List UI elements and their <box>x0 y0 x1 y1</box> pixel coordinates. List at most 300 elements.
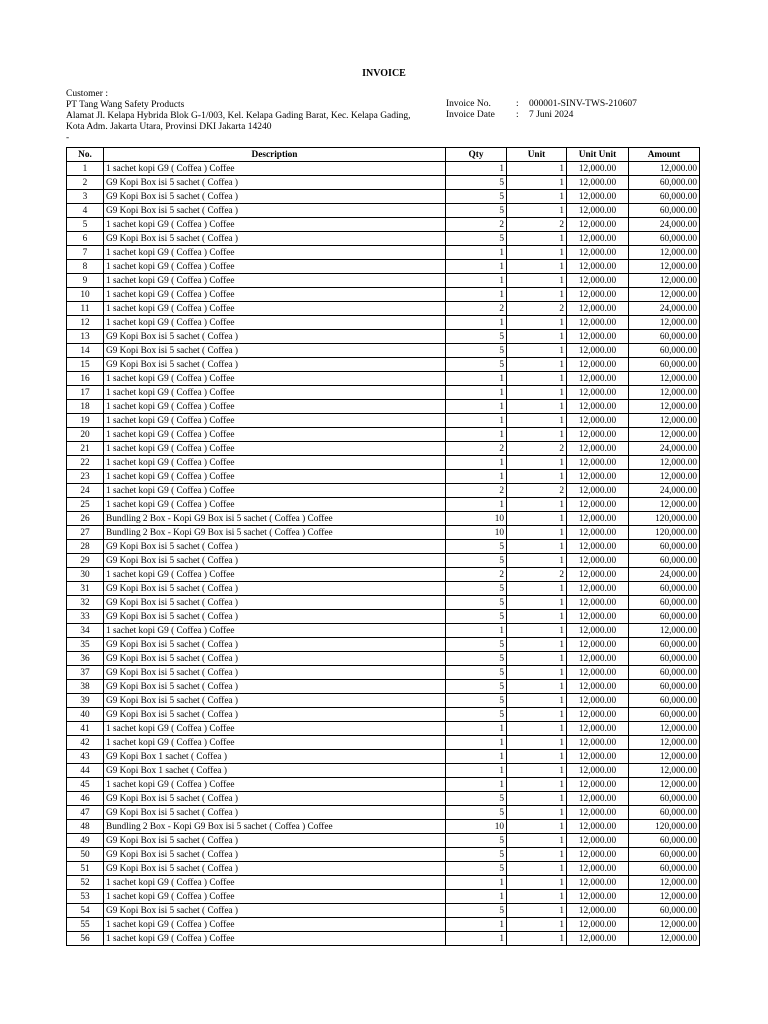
cell-qty: 1 <box>446 736 507 750</box>
invoice-items-table <box>66 147 700 946</box>
cell-unit: 1 <box>507 498 567 512</box>
table-row <box>67 176 700 190</box>
cell-amount: 12,000.00 <box>629 778 700 792</box>
cell-no: 36 <box>67 652 104 666</box>
cell-no: 46 <box>67 792 104 806</box>
table-row <box>67 890 700 904</box>
cell-unit: 1 <box>507 428 567 442</box>
cell-no: 7 <box>67 246 104 260</box>
cell-qty: 5 <box>446 792 507 806</box>
cell-unit-price: 12,000.00 <box>567 316 629 330</box>
cell-unit-price: 12,000.00 <box>567 736 629 750</box>
cell-no: 3 <box>67 190 104 204</box>
cell-qty: 1 <box>446 260 507 274</box>
cell-description: 1 sachet kopi G9 ( Coffea ) Coffee <box>104 288 446 302</box>
cell-amount: 12,000.00 <box>629 918 700 932</box>
table-row <box>67 624 700 638</box>
cell-unit-price: 12,000.00 <box>567 638 629 652</box>
cell-no: 44 <box>67 764 104 778</box>
invoice-no-row <box>446 99 637 110</box>
cell-amount: 60,000.00 <box>629 344 700 358</box>
table-row <box>67 470 700 484</box>
cell-description: G9 Kopi Box isi 5 sachet ( Coffea ) <box>104 540 446 554</box>
table-row <box>67 442 700 456</box>
column-header-qty: Qty <box>446 148 507 162</box>
cell-unit-price: 12,000.00 <box>567 540 629 554</box>
cell-description: G9 Kopi Box isi 5 sachet ( Coffea ) <box>104 344 446 358</box>
cell-unit: 1 <box>507 932 567 946</box>
cell-amount: 12,000.00 <box>629 764 700 778</box>
cell-unit: 1 <box>507 344 567 358</box>
cell-unit-price: 12,000.00 <box>567 862 629 876</box>
cell-unit-price: 12,000.00 <box>567 890 629 904</box>
cell-description: G9 Kopi Box isi 5 sachet ( Coffea ) <box>104 806 446 820</box>
cell-unit-price: 12,000.00 <box>567 526 629 540</box>
cell-unit: 1 <box>507 806 567 820</box>
cell-amount: 60,000.00 <box>629 708 700 722</box>
cell-description: Bundling 2 Box - Kopi G9 Box isi 5 sachet ( Coffea ) Coffee <box>104 512 446 526</box>
cell-unit-price: 12,000.00 <box>567 442 629 456</box>
cell-no: 47 <box>67 806 104 820</box>
cell-no: 8 <box>67 260 104 274</box>
cell-qty: 1 <box>446 246 507 260</box>
cell-unit: 1 <box>507 232 567 246</box>
table-row <box>67 806 700 820</box>
cell-qty: 1 <box>446 470 507 484</box>
cell-unit-price: 12,000.00 <box>567 834 629 848</box>
cell-description: 1 sachet kopi G9 ( Coffea ) Coffee <box>104 428 446 442</box>
cell-unit-price: 12,000.00 <box>567 708 629 722</box>
cell-qty: 1 <box>446 876 507 890</box>
cell-description: 1 sachet kopi G9 ( Coffea ) Coffee <box>104 260 446 274</box>
cell-unit: 1 <box>507 750 567 764</box>
table-row <box>67 638 700 652</box>
cell-amount: 60,000.00 <box>629 652 700 666</box>
cell-no: 56 <box>67 932 104 946</box>
cell-amount: 60,000.00 <box>629 834 700 848</box>
cell-description: 1 sachet kopi G9 ( Coffea ) Coffee <box>104 876 446 890</box>
cell-unit-price: 12,000.00 <box>567 400 629 414</box>
cell-amount: 60,000.00 <box>629 330 700 344</box>
cell-no: 18 <box>67 400 104 414</box>
cell-unit-price: 12,000.00 <box>567 344 629 358</box>
cell-unit: 2 <box>507 568 567 582</box>
cell-no: 12 <box>67 316 104 330</box>
table-row <box>67 218 700 232</box>
cell-unit: 1 <box>507 526 567 540</box>
cell-qty: 2 <box>446 568 507 582</box>
invoice-title: INVOICE <box>362 68 406 79</box>
cell-description: 1 sachet kopi G9 ( Coffea ) Coffee <box>104 624 446 638</box>
cell-no: 51 <box>67 862 104 876</box>
cell-no: 4 <box>67 204 104 218</box>
cell-description: G9 Kopi Box isi 5 sachet ( Coffea ) <box>104 848 446 862</box>
cell-qty: 1 <box>446 932 507 946</box>
cell-unit: 1 <box>507 610 567 624</box>
cell-unit: 1 <box>507 246 567 260</box>
cell-no: 38 <box>67 680 104 694</box>
table-row <box>67 232 700 246</box>
table-row <box>67 330 700 344</box>
table-row <box>67 344 700 358</box>
cell-unit-price: 12,000.00 <box>567 162 629 176</box>
cell-no: 10 <box>67 288 104 302</box>
table-body <box>67 162 700 946</box>
cell-no: 21 <box>67 442 104 456</box>
cell-unit: 1 <box>507 638 567 652</box>
table-row <box>67 680 700 694</box>
column-header-no: No. <box>67 148 104 162</box>
table-header-row <box>67 148 700 162</box>
cell-qty: 5 <box>446 638 507 652</box>
cell-no: 30 <box>67 568 104 582</box>
cell-qty: 5 <box>446 176 507 190</box>
cell-qty: 1 <box>446 162 507 176</box>
cell-no: 49 <box>67 834 104 848</box>
cell-description: 1 sachet kopi G9 ( Coffea ) Coffee <box>104 568 446 582</box>
cell-qty: 1 <box>446 386 507 400</box>
cell-unit-price: 12,000.00 <box>567 512 629 526</box>
table-row <box>67 736 700 750</box>
cell-no: 24 <box>67 484 104 498</box>
cell-description: G9 Kopi Box isi 5 sachet ( Coffea ) <box>104 596 446 610</box>
cell-unit: 1 <box>507 470 567 484</box>
cell-amount: 12,000.00 <box>629 890 700 904</box>
cell-unit: 1 <box>507 848 567 862</box>
cell-description: Bundling 2 Box - Kopi G9 Box isi 5 sachet ( Coffea ) Coffee <box>104 526 446 540</box>
cell-description: G9 Kopi Box 1 sachet ( Coffea ) <box>104 764 446 778</box>
table-row <box>67 428 700 442</box>
cell-no: 35 <box>67 638 104 652</box>
cell-unit-price: 12,000.00 <box>567 722 629 736</box>
cell-amount: 12,000.00 <box>629 274 700 288</box>
cell-unit-price: 12,000.00 <box>567 302 629 316</box>
cell-description: G9 Kopi Box isi 5 sachet ( Coffea ) <box>104 176 446 190</box>
cell-unit: 2 <box>507 484 567 498</box>
cell-qty: 1 <box>446 456 507 470</box>
cell-amount: 12,000.00 <box>629 260 700 274</box>
table-row <box>67 764 700 778</box>
cell-unit-price: 12,000.00 <box>567 848 629 862</box>
cell-unit: 1 <box>507 330 567 344</box>
cell-description: 1 sachet kopi G9 ( Coffea ) Coffee <box>104 302 446 316</box>
cell-amount: 60,000.00 <box>629 792 700 806</box>
cell-unit: 1 <box>507 652 567 666</box>
cell-amount: 24,000.00 <box>629 568 700 582</box>
cell-amount: 60,000.00 <box>629 582 700 596</box>
table-row <box>67 302 700 316</box>
cell-description: 1 sachet kopi G9 ( Coffea ) Coffee <box>104 932 446 946</box>
cell-unit: 1 <box>507 778 567 792</box>
cell-description: G9 Kopi Box isi 5 sachet ( Coffea ) <box>104 862 446 876</box>
cell-amount: 12,000.00 <box>629 246 700 260</box>
table-row <box>67 904 700 918</box>
cell-no: 39 <box>67 694 104 708</box>
cell-qty: 1 <box>446 414 507 428</box>
cell-description: 1 sachet kopi G9 ( Coffea ) Coffee <box>104 442 446 456</box>
cell-no: 28 <box>67 540 104 554</box>
table-row <box>67 820 700 834</box>
cell-unit: 1 <box>507 386 567 400</box>
cell-unit: 1 <box>507 288 567 302</box>
table-row <box>67 708 700 722</box>
cell-unit-price: 12,000.00 <box>567 764 629 778</box>
cell-no: 17 <box>67 386 104 400</box>
cell-unit-price: 12,000.00 <box>567 666 629 680</box>
cell-unit: 1 <box>507 890 567 904</box>
cell-amount: 60,000.00 <box>629 540 700 554</box>
cell-no: 11 <box>67 302 104 316</box>
cell-amount: 60,000.00 <box>629 862 700 876</box>
cell-unit: 2 <box>507 302 567 316</box>
cell-description: G9 Kopi Box isi 5 sachet ( Coffea ) <box>104 904 446 918</box>
table-row <box>67 204 700 218</box>
cell-description: G9 Kopi Box 1 sachet ( Coffea ) <box>104 750 446 764</box>
cell-qty: 1 <box>446 890 507 904</box>
cell-unit: 1 <box>507 792 567 806</box>
cell-unit-price: 12,000.00 <box>567 554 629 568</box>
table-row <box>67 848 700 862</box>
cell-unit-price: 12,000.00 <box>567 610 629 624</box>
invoice-date-label: Invoice Date <box>446 110 495 120</box>
cell-no: 19 <box>67 414 104 428</box>
cell-description: 1 sachet kopi G9 ( Coffea ) Coffee <box>104 162 446 176</box>
table-row <box>67 190 700 204</box>
cell-amount: 24,000.00 <box>629 218 700 232</box>
cell-description: 1 sachet kopi G9 ( Coffea ) Coffee <box>104 778 446 792</box>
cell-unit: 1 <box>507 834 567 848</box>
cell-unit-price: 12,000.00 <box>567 358 629 372</box>
cell-unit: 1 <box>507 414 567 428</box>
cell-qty: 5 <box>446 358 507 372</box>
cell-unit: 1 <box>507 904 567 918</box>
cell-amount: 12,000.00 <box>629 876 700 890</box>
cell-description: 1 sachet kopi G9 ( Coffea ) Coffee <box>104 218 446 232</box>
cell-description: 1 sachet kopi G9 ( Coffea ) Coffee <box>104 722 446 736</box>
cell-no: 9 <box>67 274 104 288</box>
cell-no: 29 <box>67 554 104 568</box>
column-header-unit: Unit <box>507 148 567 162</box>
cell-qty: 5 <box>446 904 507 918</box>
invoice-no-separator: : <box>516 99 519 109</box>
cell-description: 1 sachet kopi G9 ( Coffea ) Coffee <box>104 456 446 470</box>
cell-no: 48 <box>67 820 104 834</box>
cell-description: 1 sachet kopi G9 ( Coffea ) Coffee <box>104 372 446 386</box>
cell-amount: 60,000.00 <box>629 694 700 708</box>
table-row <box>67 274 700 288</box>
table-row <box>67 932 700 946</box>
cell-unit-price: 12,000.00 <box>567 932 629 946</box>
cell-unit-price: 12,000.00 <box>567 876 629 890</box>
cell-qty: 5 <box>446 610 507 624</box>
cell-no: 20 <box>67 428 104 442</box>
cell-no: 40 <box>67 708 104 722</box>
table-row <box>67 358 700 372</box>
cell-description: G9 Kopi Box isi 5 sachet ( Coffea ) <box>104 792 446 806</box>
cell-unit-price: 12,000.00 <box>567 498 629 512</box>
cell-description: 1 sachet kopi G9 ( Coffea ) Coffee <box>104 274 446 288</box>
cell-unit-price: 12,000.00 <box>567 218 629 232</box>
cell-qty: 2 <box>446 302 507 316</box>
table-row <box>67 582 700 596</box>
cell-amount: 12,000.00 <box>629 288 700 302</box>
cell-qty: 5 <box>446 806 507 820</box>
column-header-amount: Amount <box>629 148 700 162</box>
cell-qty: 5 <box>446 540 507 554</box>
cell-qty: 1 <box>446 750 507 764</box>
cell-no: 26 <box>67 512 104 526</box>
cell-qty: 1 <box>446 316 507 330</box>
invoice-no-label: Invoice No. <box>446 99 491 109</box>
cell-unit: 1 <box>507 680 567 694</box>
invoice-date-row <box>446 110 637 121</box>
cell-description: G9 Kopi Box isi 5 sachet ( Coffea ) <box>104 652 446 666</box>
cell-unit-price: 12,000.00 <box>567 288 629 302</box>
cell-unit: 1 <box>507 512 567 526</box>
cell-unit: 1 <box>507 876 567 890</box>
cell-unit-price: 12,000.00 <box>567 470 629 484</box>
table-row <box>67 778 700 792</box>
table-row <box>67 386 700 400</box>
cell-description: G9 Kopi Box isi 5 sachet ( Coffea ) <box>104 694 446 708</box>
cell-description: 1 sachet kopi G9 ( Coffea ) Coffee <box>104 400 446 414</box>
cell-unit: 1 <box>507 694 567 708</box>
cell-unit: 2 <box>507 218 567 232</box>
cell-unit-price: 12,000.00 <box>567 680 629 694</box>
cell-no: 6 <box>67 232 104 246</box>
cell-qty: 2 <box>446 442 507 456</box>
cell-amount: 60,000.00 <box>629 204 700 218</box>
table-row <box>67 288 700 302</box>
cell-unit: 1 <box>507 540 567 554</box>
cell-description: G9 Kopi Box isi 5 sachet ( Coffea ) <box>104 232 446 246</box>
cell-unit-price: 12,000.00 <box>567 778 629 792</box>
cell-amount: 12,000.00 <box>629 400 700 414</box>
cell-description: Bundling 2 Box - Kopi G9 Box isi 5 sachet ( Coffea ) Coffee <box>104 820 446 834</box>
cell-unit: 1 <box>507 666 567 680</box>
cell-no: 25 <box>67 498 104 512</box>
cell-unit-price: 12,000.00 <box>567 904 629 918</box>
table-row <box>67 596 700 610</box>
cell-qty: 10 <box>446 526 507 540</box>
table-row <box>67 750 700 764</box>
cell-unit: 1 <box>507 596 567 610</box>
column-header-description: Description <box>104 148 446 162</box>
cell-unit: 1 <box>507 764 567 778</box>
cell-unit-price: 12,000.00 <box>567 260 629 274</box>
cell-amount: 12,000.00 <box>629 162 700 176</box>
cell-unit: 1 <box>507 456 567 470</box>
cell-unit: 1 <box>507 582 567 596</box>
cell-amount: 60,000.00 <box>629 638 700 652</box>
cell-qty: 5 <box>446 204 507 218</box>
cell-unit: 1 <box>507 554 567 568</box>
cell-unit-price: 12,000.00 <box>567 204 629 218</box>
table-row <box>67 414 700 428</box>
cell-unit-price: 12,000.00 <box>567 372 629 386</box>
cell-no: 41 <box>67 722 104 736</box>
cell-qty: 5 <box>446 694 507 708</box>
table-row <box>67 246 700 260</box>
cell-description: G9 Kopi Box isi 5 sachet ( Coffea ) <box>104 330 446 344</box>
cell-qty: 1 <box>446 918 507 932</box>
cell-amount: 12,000.00 <box>629 372 700 386</box>
cell-description: G9 Kopi Box isi 5 sachet ( Coffea ) <box>104 190 446 204</box>
cell-qty: 5 <box>446 680 507 694</box>
table-row <box>67 484 700 498</box>
table-row <box>67 694 700 708</box>
column-header-unit-price: Unit Unit <box>567 148 629 162</box>
cell-qty: 10 <box>446 820 507 834</box>
cell-amount: 12,000.00 <box>629 736 700 750</box>
invoice-no-value: 000001-SINV-TWS-210607 <box>529 99 637 109</box>
cell-qty: 2 <box>446 484 507 498</box>
cell-qty: 5 <box>446 862 507 876</box>
cell-qty: 1 <box>446 288 507 302</box>
cell-unit-price: 12,000.00 <box>567 792 629 806</box>
cell-description: 1 sachet kopi G9 ( Coffea ) Coffee <box>104 736 446 750</box>
cell-amount: 12,000.00 <box>629 750 700 764</box>
cell-no: 22 <box>67 456 104 470</box>
table-row <box>67 666 700 680</box>
customer-label: Customer : <box>66 89 108 99</box>
cell-no: 34 <box>67 624 104 638</box>
cell-qty: 5 <box>446 652 507 666</box>
cell-qty: 2 <box>446 218 507 232</box>
cell-description: G9 Kopi Box isi 5 sachet ( Coffea ) <box>104 708 446 722</box>
cell-unit-price: 12,000.00 <box>567 386 629 400</box>
cell-no: 55 <box>67 918 104 932</box>
cell-amount: 60,000.00 <box>629 554 700 568</box>
customer-address-line-2: Kota Adm. Jakarta Utara, Provinsi DKI Jakarta 14240 <box>66 122 272 132</box>
cell-amount: 24,000.00 <box>629 484 700 498</box>
cell-no: 37 <box>67 666 104 680</box>
invoice-date-value: 7 Juni 2024 <box>529 110 574 120</box>
cell-unit-price: 12,000.00 <box>567 456 629 470</box>
cell-no: 54 <box>67 904 104 918</box>
cell-amount: 120,000.00 <box>629 512 700 526</box>
cell-amount: 12,000.00 <box>629 722 700 736</box>
cell-description: 1 sachet kopi G9 ( Coffea ) Coffee <box>104 498 446 512</box>
cell-unit-price: 12,000.00 <box>567 806 629 820</box>
table-row <box>67 568 700 582</box>
cell-qty: 1 <box>446 778 507 792</box>
cell-description: G9 Kopi Box isi 5 sachet ( Coffea ) <box>104 554 446 568</box>
cell-no: 42 <box>67 736 104 750</box>
cell-unit-price: 12,000.00 <box>567 414 629 428</box>
cell-unit: 1 <box>507 372 567 386</box>
cell-unit-price: 12,000.00 <box>567 274 629 288</box>
cell-amount: 12,000.00 <box>629 456 700 470</box>
cell-description: 1 sachet kopi G9 ( Coffea ) Coffee <box>104 918 446 932</box>
cell-qty: 1 <box>446 274 507 288</box>
cell-unit: 1 <box>507 918 567 932</box>
cell-amount: 12,000.00 <box>629 316 700 330</box>
cell-amount: 60,000.00 <box>629 680 700 694</box>
cell-unit: 1 <box>507 316 567 330</box>
cell-unit-price: 12,000.00 <box>567 820 629 834</box>
cell-description: G9 Kopi Box isi 5 sachet ( Coffea ) <box>104 610 446 624</box>
cell-qty: 1 <box>446 764 507 778</box>
cell-no: 5 <box>67 218 104 232</box>
cell-qty: 1 <box>446 400 507 414</box>
table-row <box>67 554 700 568</box>
cell-description: 1 sachet kopi G9 ( Coffea ) Coffee <box>104 246 446 260</box>
table-row <box>67 498 700 512</box>
cell-unit-price: 12,000.00 <box>567 596 629 610</box>
cell-qty: 1 <box>446 498 507 512</box>
cell-qty: 5 <box>446 232 507 246</box>
